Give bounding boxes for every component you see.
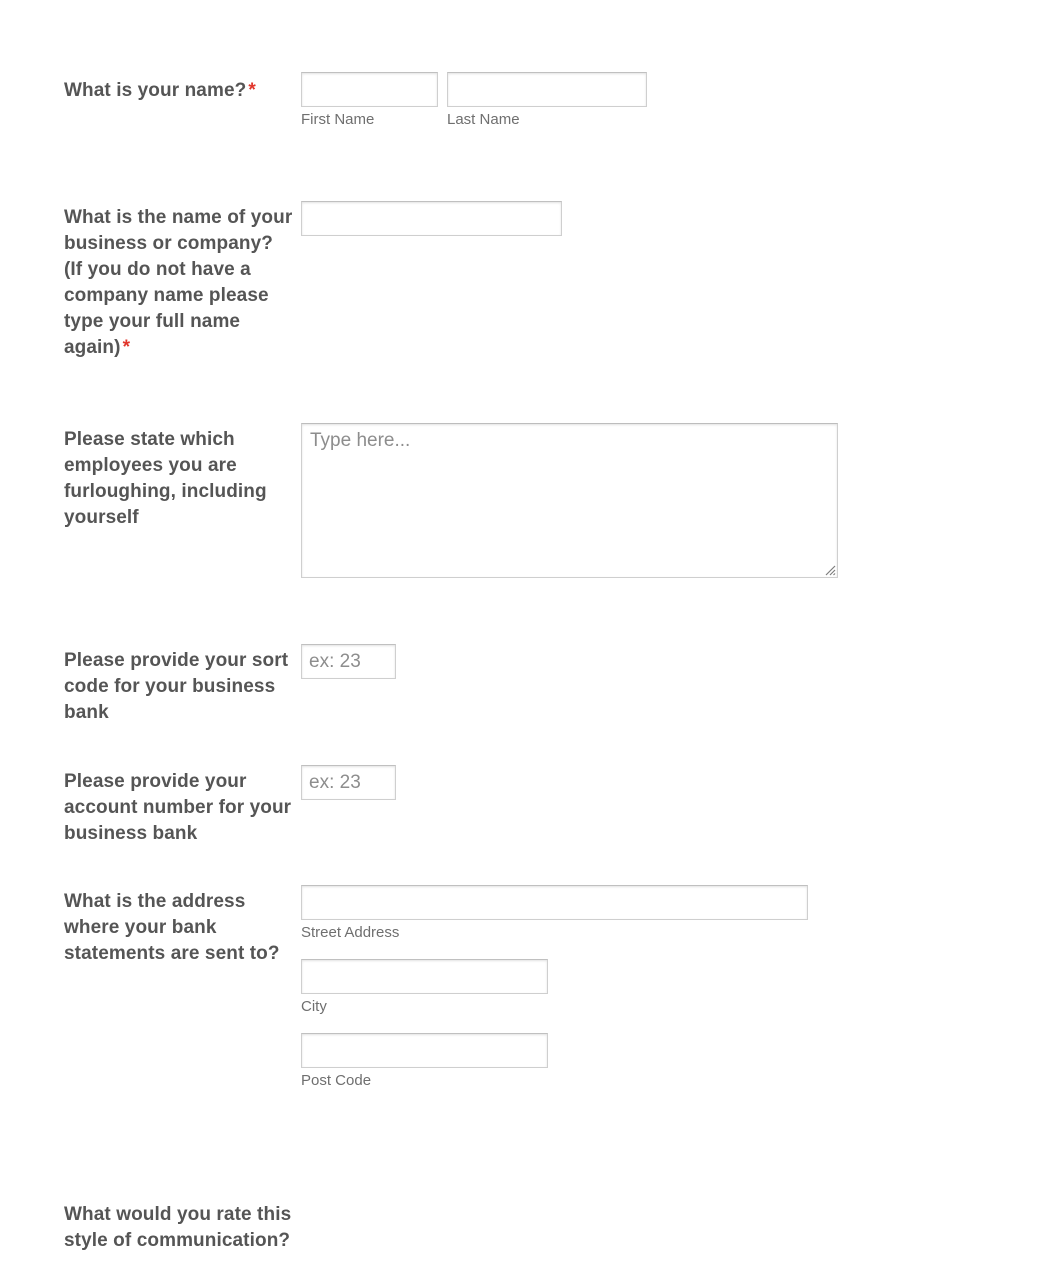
question-business-name xyxy=(0,201,1044,391)
required-marker-name: * xyxy=(248,80,256,101)
post-code-sublabel: Post Code xyxy=(301,1072,372,1089)
post-code-input[interactable] xyxy=(301,1033,548,1068)
question-label-rate-communication: What would you rate this style of communication? xyxy=(64,1204,292,1251)
fields-bank-statement-address xyxy=(301,885,808,1090)
fields-business-name xyxy=(301,201,562,236)
first-name-column xyxy=(301,72,438,129)
fields-sort-code xyxy=(301,644,396,679)
furloughed-employees-textarea-wrapper xyxy=(301,423,838,578)
required-marker-business-name: * xyxy=(122,337,131,358)
city-sublabel: City xyxy=(301,998,327,1015)
last-name-sublabel: Last Name xyxy=(447,111,520,128)
question-rate-communication xyxy=(0,1198,1044,1288)
question-label-sort-code: Please provide your sort code for your business bank xyxy=(64,650,289,723)
fields-furloughed-employees xyxy=(301,423,838,578)
question-furloughed-employees xyxy=(0,423,1044,583)
question-label-name-text: What is your name? xyxy=(64,80,247,101)
question-label-bank-statement-address: What is the address where your bank statements are sent to? xyxy=(64,891,280,964)
question-sort-code xyxy=(0,644,1044,739)
post-code-block xyxy=(301,1033,808,1090)
street-address-block xyxy=(301,885,808,942)
street-address-input[interactable] xyxy=(301,885,808,920)
fields-account-number xyxy=(301,765,396,800)
fields-name xyxy=(301,72,647,129)
question-bank-statement-address xyxy=(0,885,1044,1125)
business-name-input[interactable] xyxy=(301,201,562,236)
city-input[interactable] xyxy=(301,959,548,994)
name-field-group xyxy=(301,72,647,129)
question-label-name xyxy=(64,78,304,104)
last-name-input[interactable] xyxy=(447,72,647,107)
question-name xyxy=(0,72,1044,172)
question-label-account-number: Please provide your account number for your business bank xyxy=(64,771,292,844)
first-name-sublabel: First Name xyxy=(301,111,375,128)
furloughed-employees-textarea[interactable] xyxy=(301,423,838,578)
sort-code-input[interactable] xyxy=(301,644,396,679)
last-name-column xyxy=(447,72,647,129)
street-address-sublabel: Street Address xyxy=(301,924,400,941)
city-block xyxy=(301,959,808,1016)
question-label-business-name-text: What is the name of your business or company? (If you do not have a company name please type your full name again) xyxy=(64,207,293,358)
question-label-furloughed-employees: Please state which employees you are furloughing, including yourself xyxy=(64,429,267,528)
question-account-number xyxy=(0,765,1044,860)
first-name-input[interactable] xyxy=(301,72,438,107)
account-number-input[interactable] xyxy=(301,765,396,800)
question-label-business-name xyxy=(64,205,294,361)
